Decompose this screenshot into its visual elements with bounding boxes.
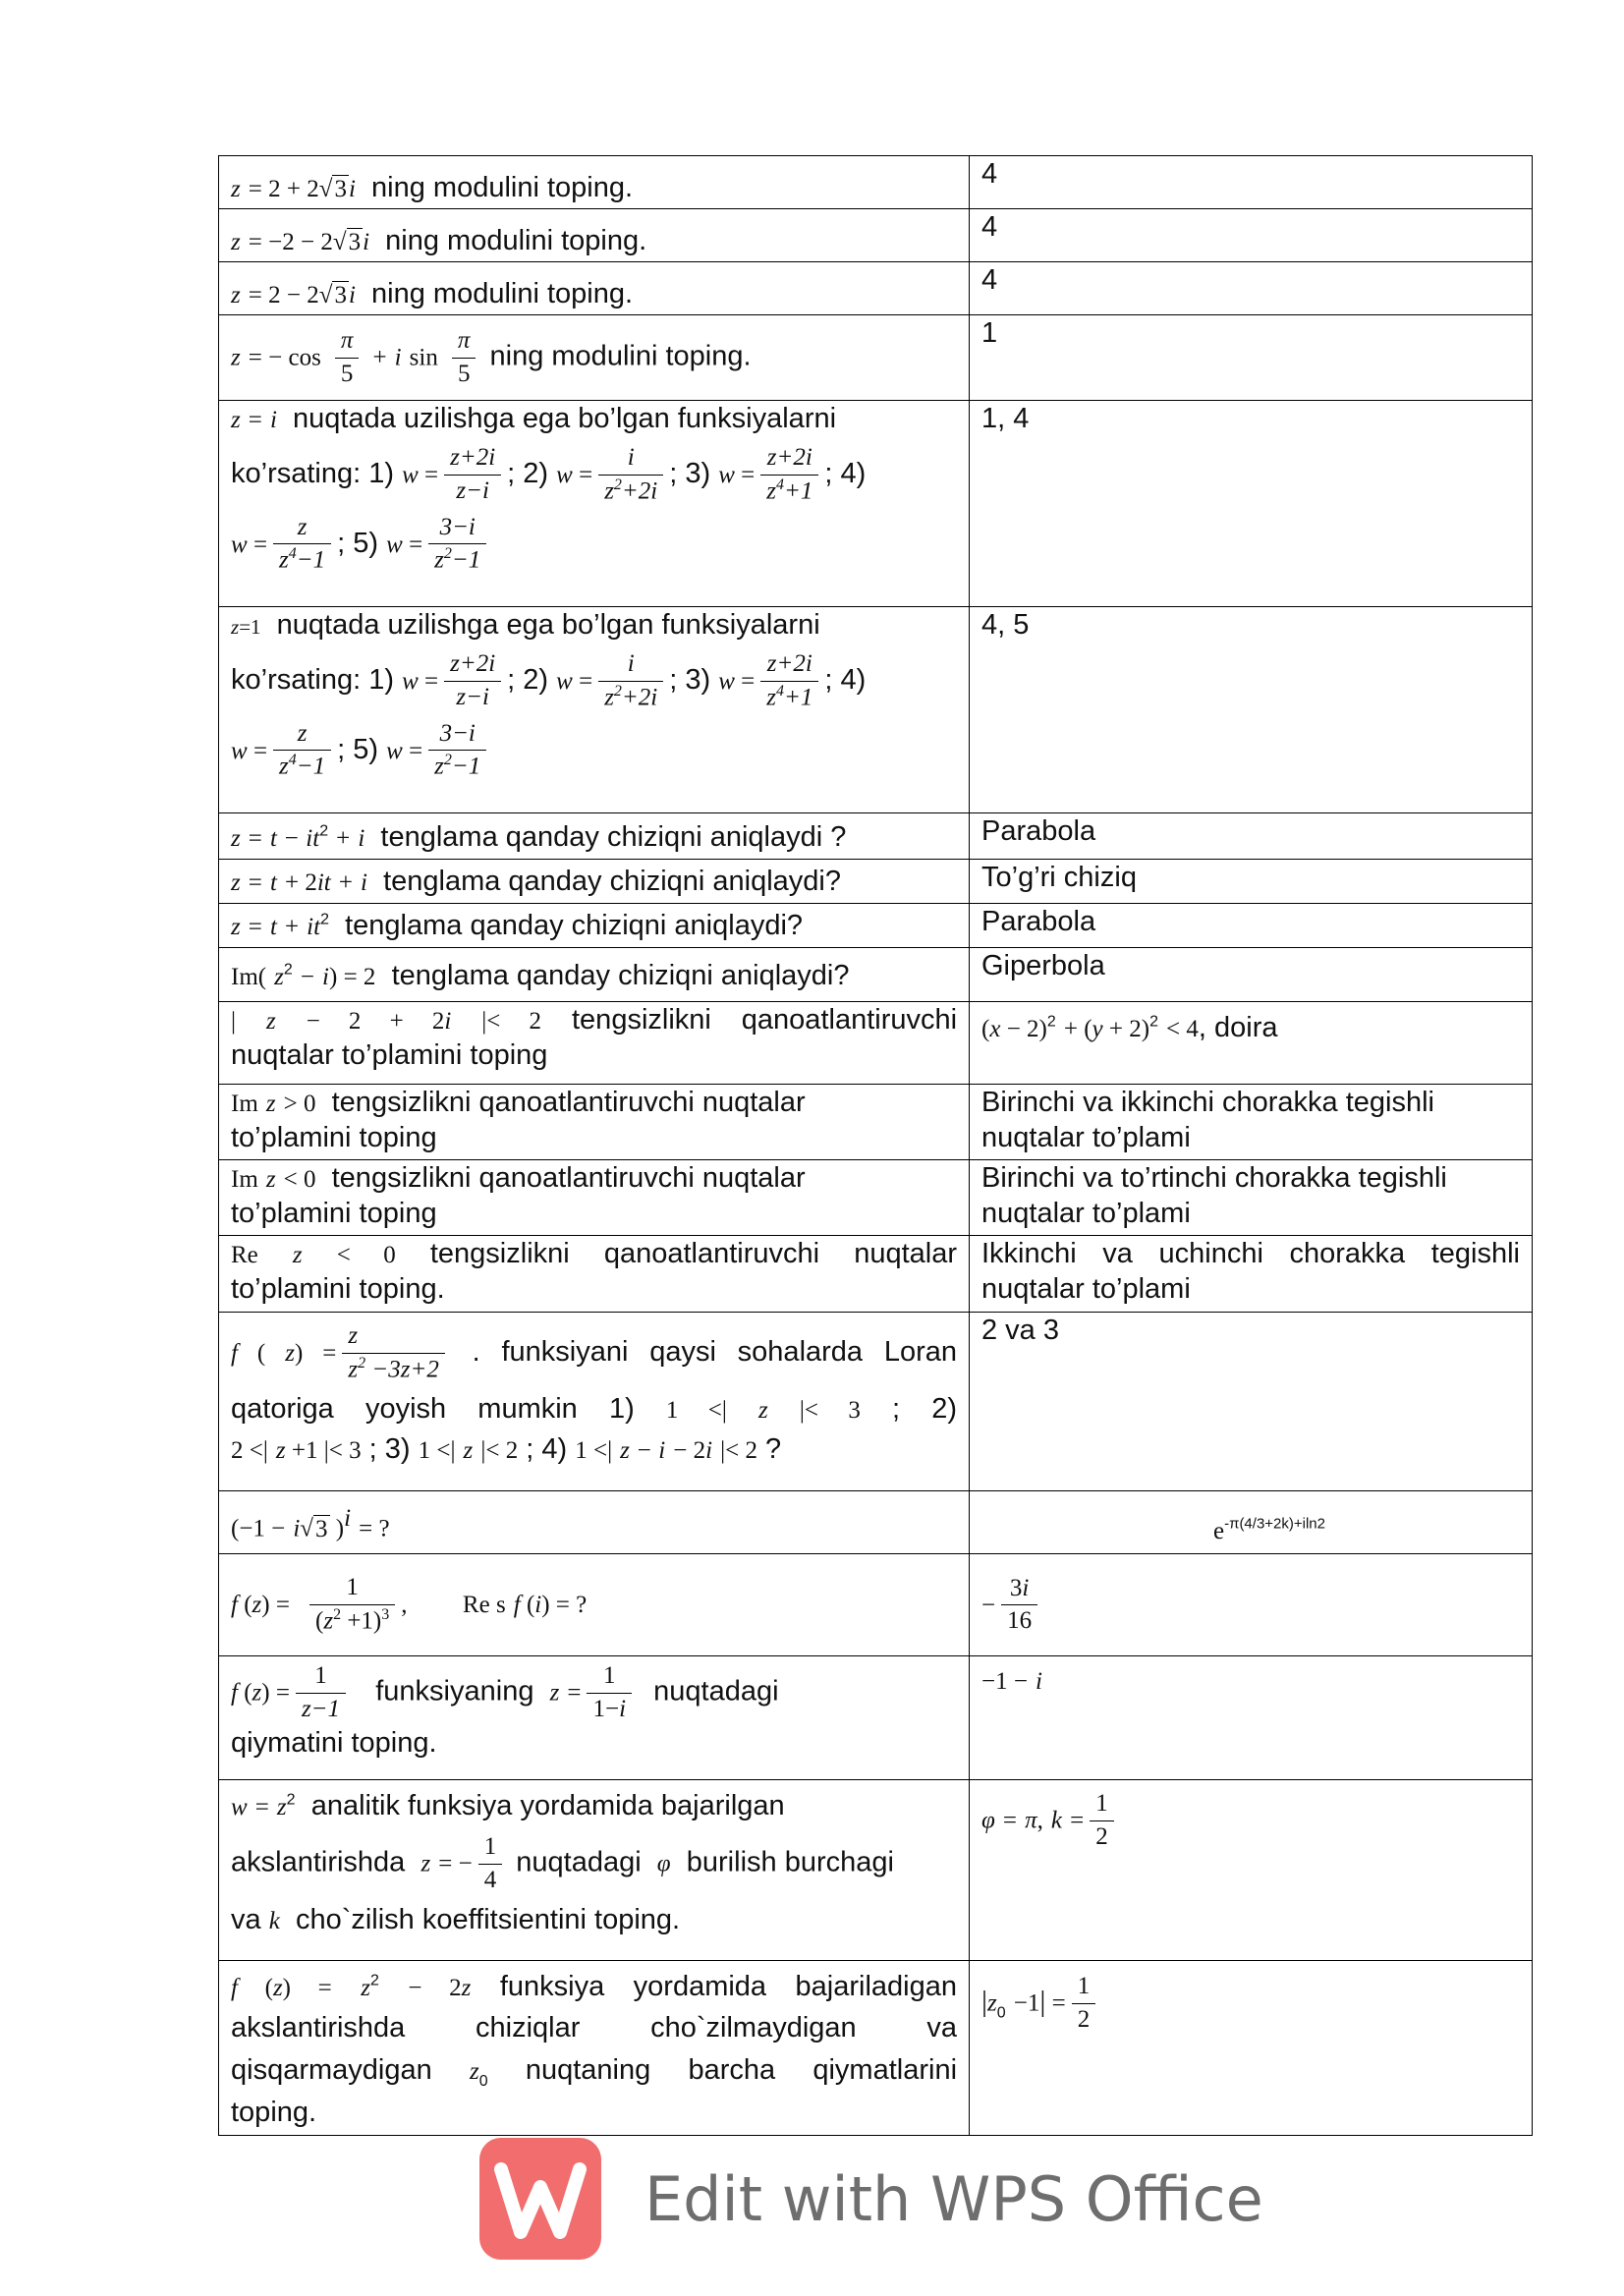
table-row xyxy=(219,401,1533,607)
question-text: akslantirishda chiziqlar cho`zilmaydigan va xyxy=(231,2012,957,2044)
answer-cell: $|z_0 -1|$ = $\frac{1}{2}$ xyxy=(970,1961,1533,2136)
qa-table xyxy=(218,155,1533,2136)
table-row xyxy=(219,1961,1533,2136)
answer-cell: Parabola xyxy=(970,904,1533,948)
answer-text: Ikkinchi va uchinchi chorakka tegishli xyxy=(981,1238,1520,1269)
table-row xyxy=(219,209,1533,262)
table-row xyxy=(219,1780,1533,1961)
answer-cell: −1 − i xyxy=(970,1656,1533,1780)
question-cell: z = − cos $\frac{\pi}{5}$ + i sin $\frac{\pi}{5}$ ning modulini toping. xyxy=(219,315,970,401)
answer-cell: φ = π, k = $\frac{1}{2}$ xyxy=(970,1780,1533,1961)
question-cell: z = 2 + 2√3i ning modulini toping. xyxy=(219,156,970,209)
answer-cell: Giperbola xyxy=(970,948,1533,1002)
question-cell: z=1 nuqtada uzilishga ega bo’lgan funksiyalarni ko’rsating: 1) w = $\frac{z+2i}{z-i}$ ; 2) w = $\frac{i}{z^2+2i}$ ; 3) w = $\frac{z+2i}{z^4+1}$ ; 4) w = $\frac{z}{z^4-1}$ ; 5) w = $\frac{3-i}{z^2-1}$ xyxy=(219,607,970,813)
table-row xyxy=(219,813,1533,860)
question-text: burilish burchagi xyxy=(686,1846,894,1878)
question-text: toping. xyxy=(231,2097,317,2129)
question-text: nuqtaning barcha qiymatlarini xyxy=(525,2053,958,2086)
question-text: qatoriga yoyish mumkin xyxy=(231,1393,578,1426)
answer-cell: $e^{-\pi(4/3+2k)+iln2}$ xyxy=(970,1491,1533,1554)
question-text: va xyxy=(231,1904,261,1936)
question-text: nuqtada uzilishga ega bo’lgan funksiyalarni xyxy=(276,609,820,641)
table-row xyxy=(219,315,1533,401)
question-text: nuqtada uzilishga ega bo’lgan funksiyalarni xyxy=(293,403,837,434)
question-text: tengsizlikni qanoatlantiruvchi xyxy=(572,1004,958,1036)
table-row xyxy=(219,607,1533,813)
answer-text: e xyxy=(1212,1517,1225,1544)
answer-cell xyxy=(970,1236,1533,1313)
table-row xyxy=(219,1491,1533,1554)
question-text: ning modulini toping. xyxy=(385,225,647,256)
table-row xyxy=(219,1160,1533,1236)
question-cell: $z = t + it^2$ tenglama qanday chiziqni aniqlaydi? xyxy=(219,904,970,948)
answer-cell: − $\frac{3i}{16}$ xyxy=(970,1554,1533,1656)
question-text: to’plamini toping xyxy=(231,1122,437,1154)
answer-cell: To’g’ri chiziq xyxy=(970,860,1533,904)
question-text: funksiya yordamida bajariladigan xyxy=(499,1971,957,2002)
watermark-text: Edit with WPS Office xyxy=(644,2163,1263,2235)
question-cell: (−1 − i√3 )$^i$ = ? xyxy=(219,1491,970,1554)
table-row xyxy=(219,1656,1533,1780)
question-text: tengsizlikni qanoatlantiruvchi nuqtalar xyxy=(331,1087,806,1118)
table-row xyxy=(219,860,1533,904)
question-text: tenglama qanday chiziqni aniqlaydi ? xyxy=(380,821,847,853)
answer-cell: $(x - 2)^2 + (y + 2)^2 < 4$, doira xyxy=(970,1002,1533,1085)
question-text: ning modulini toping. xyxy=(371,172,634,203)
question-cell: f ( z) = $\frac{z}{z^2 -3z+2}$ . funksiyani qaysi sohalarda Loran qatoriga yoyish mumkin 1) 1 <| z |< 3 ; 2) 2 <| z +1 |< 3 ; 3) 1 <| z |< 2 ; 4) 1 <| z − i − 2i |< 2 ? xyxy=(219,1313,970,1491)
question-text: tenglama qanday chiziqni aniqlaydi? xyxy=(345,910,804,941)
question-text: analitik funksiya yordamida bajarilgan xyxy=(310,1790,785,1821)
answer-cell: 4 xyxy=(970,156,1533,209)
question-cell: $w = z^2$ analitik funksiya yordamida bajarilgan akslantirishda z = − $\frac{1}{4}$ nuqtadagi φ burilish burchagi va k cho`zilish koeffitsientini toping. xyxy=(219,1780,970,1961)
question-cell: Im( $z^2 - i) = 2$ tenglama qanday chiziqni aniqlaydi? xyxy=(219,948,970,1002)
formula: z xyxy=(231,176,241,202)
answer-text: nuqtalar to’plami xyxy=(981,1273,1191,1306)
table-row xyxy=(219,1002,1533,1085)
question-text: tenglama qanday chiziqni aniqlaydi? xyxy=(383,866,841,897)
answer-cell: Birinchi va ikkinchi chorakka tegishli nuqtalar to’plami xyxy=(970,1085,1533,1160)
question-cell: $z = t - it^2 + i$ tenglama qanday chiziqni aniqlaydi ? xyxy=(219,813,970,860)
answer-cell: Parabola xyxy=(970,813,1533,860)
question-text: tenglama qanday chiziqni aniqlaydi? xyxy=(391,960,850,991)
question-cell: f $(z) = z^2 - 2z$ funksiya yordamida bajariladigan akslantirishda chiziqlar cho`zilmaydigan va qisqarmaydigan $z_0$ nuqtaning barcha qiymatlarini toping. xyxy=(219,1961,970,2136)
question-cell: | z − 2 + 2i |< 2 tengsizlikni qanoatlantiruvchi nuqtalar to’plamini toping xyxy=(219,1002,970,1085)
answer-cell: 4, 5 xyxy=(970,607,1533,813)
wps-logo-icon xyxy=(479,2138,601,2260)
question-cell: f (z) = $\frac{1}{z-1}$ funksiyaning z = $\frac{1}{1-i}$ nuqtadagi qiymatini toping. xyxy=(219,1656,970,1780)
question-cell: z = t + 2it + i tenglama qanday chiziqni aniqlaydi? xyxy=(219,860,970,904)
answer-cell: 4 xyxy=(970,262,1533,315)
wps-watermark xyxy=(479,2138,1263,2266)
question-text: nuqtadagi xyxy=(653,1675,779,1708)
table-row xyxy=(219,262,1533,315)
question-text: cho`zilish koeffitsientini toping. xyxy=(295,1904,681,1936)
question-text: ning modulini toping. xyxy=(371,278,634,309)
table-row xyxy=(219,904,1533,948)
question-text: ning modulini toping. xyxy=(489,340,752,372)
table-row xyxy=(219,1554,1533,1656)
question-text: nuqtadagi xyxy=(516,1846,642,1878)
question-cell: Im z > 0 tengsizlikni qanoatlantiruvchi nuqtalar to’plamini toping xyxy=(219,1085,970,1160)
question-cell: Re z < 0 tengsizlikni qanoatlantiruvchi nuqtalar to’plamini toping. xyxy=(219,1236,970,1313)
question-text: . funksiyani qaysi sohalarda Loran xyxy=(472,1335,957,1368)
question-cell: z = −2 − 2√3i ning modulini toping. xyxy=(219,209,970,262)
question-text: ko’rsating: 1) xyxy=(231,458,395,490)
answer-cell: Birinchi va to’rtinchi chorakka tegishli nuqtalar to’plami xyxy=(970,1160,1533,1236)
table-row xyxy=(219,1236,1533,1313)
table-row xyxy=(219,1313,1533,1491)
question-cell: z = i nuqtada uzilishga ega bo’lgan funksiyalarni ko’rsating: 1) w = $\frac{z+2i}{z-i}$ ; 2) w = $\frac{i}{z^2+2i}$ ; 3) w = $\frac{z+2i}{z^4+1}$ ; 4) w = $\frac{z}{z^4-1}$ ; 5) w = $\frac{3-i}{z^2-1}$ xyxy=(219,401,970,607)
answer-cell: 4 xyxy=(970,209,1533,262)
table-row xyxy=(219,1085,1533,1160)
question-text: akslantirishda xyxy=(231,1846,406,1878)
question-text: qisqarmaydigan xyxy=(231,2053,432,2086)
answer-cell: 1, 4 xyxy=(970,401,1533,607)
question-text: qiymatini toping. xyxy=(231,1727,437,1759)
question-cell: z = 2 − 2√3i ning modulini toping. xyxy=(219,262,970,315)
question-text: to’plamini toping xyxy=(231,1198,437,1230)
answer-cell: 1 xyxy=(970,315,1533,401)
question-text: nuqtalar to’plamini toping xyxy=(231,1039,548,1072)
question-text: tengsizlikni qanoatlantiruvchi nuqtalar xyxy=(429,1238,958,1269)
question-cell: Im z < 0 tengsizlikni qanoatlantiruvchi nuqtalar to’plamini toping xyxy=(219,1160,970,1236)
question-text: tengsizlikni qanoatlantiruvchi nuqtalar xyxy=(331,1162,806,1194)
table-row xyxy=(219,156,1533,209)
question-text: funksiyaning xyxy=(375,1675,534,1708)
question-text: to’plamini toping. xyxy=(231,1273,445,1306)
answer-text: , doira xyxy=(1198,1012,1278,1043)
answer-cell: 2 va 3 xyxy=(970,1313,1533,1491)
table-row xyxy=(219,948,1533,1002)
question-text: ko’rsating: 1) xyxy=(231,664,395,697)
question-cell: f (z) = $\frac{1}{(z^2 +1)^3}$ , Re s f (i) = ? xyxy=(219,1554,970,1656)
